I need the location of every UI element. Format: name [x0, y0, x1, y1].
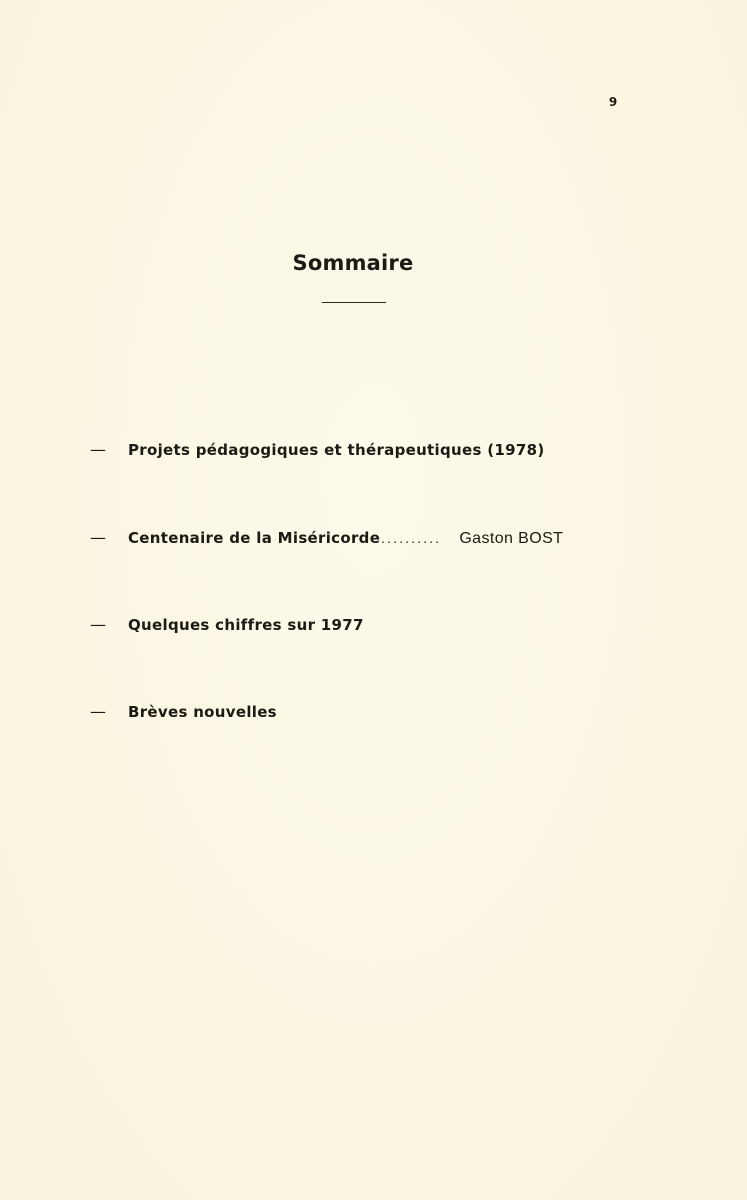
toc-entry [90, 702, 277, 726]
title-underline-rule [322, 302, 386, 303]
entry-dash: — [90, 440, 106, 459]
toc-entry [90, 528, 563, 552]
entry-title: Quelques chiffres sur 1977 [128, 616, 364, 634]
page-title: Sommaire [292, 251, 414, 275]
entry-author: Gaston BOST [459, 530, 564, 547]
toc-entry [90, 440, 544, 464]
entry-title: Brèves nouvelles [128, 703, 277, 721]
entry-title: Centenaire de la Miséricorde [128, 529, 381, 547]
entry-dash: — [90, 702, 106, 721]
toc-entry [90, 615, 364, 639]
page-number: 9 [608, 95, 618, 109]
entry-dash: — [90, 528, 106, 547]
entry-title: Projets pédagogiques et thérapeutiques (1978) [128, 441, 545, 459]
entry-dash: — [90, 615, 106, 634]
dot-leader: .......... [381, 532, 442, 546]
